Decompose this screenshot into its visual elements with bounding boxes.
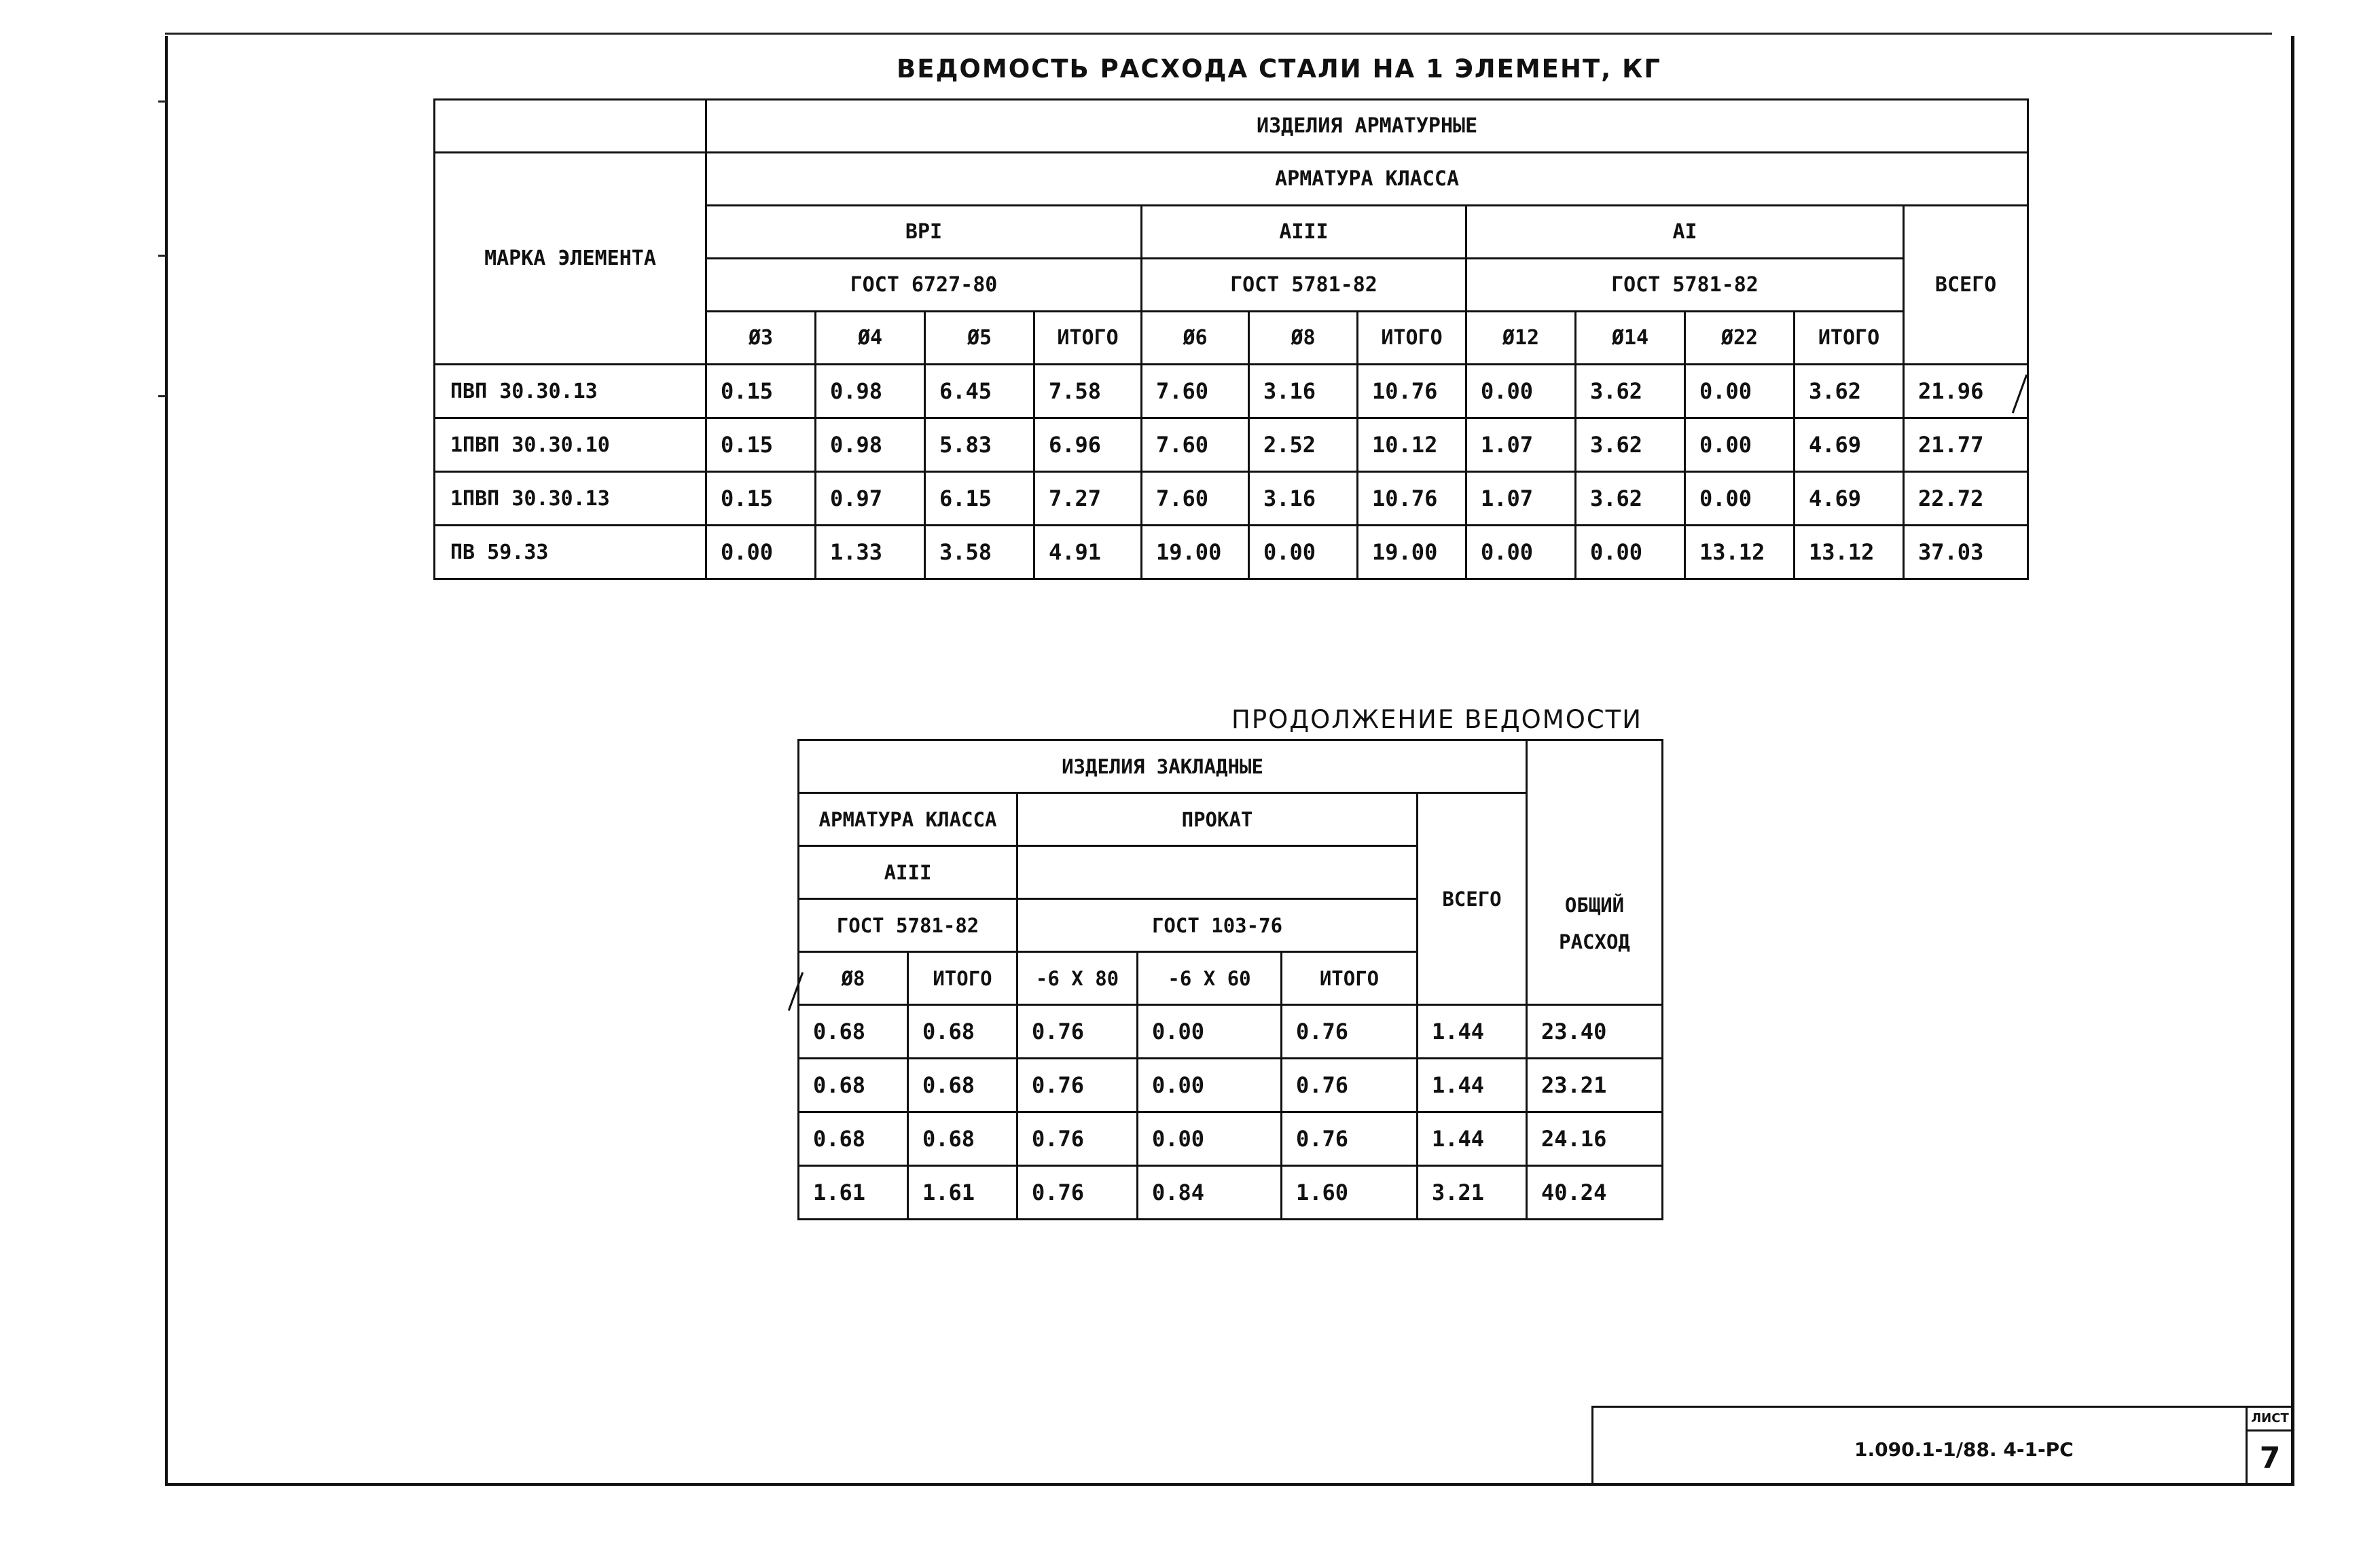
table-cell: 0.00 (1138, 1112, 1282, 1166)
table-cell: 0.76 (1017, 1005, 1138, 1059)
table-cell: 22.72 (1904, 472, 2028, 526)
header-gost-a3: ГОСТ 5781-82 (1142, 259, 1466, 312)
table-row (799, 1059, 1663, 1112)
table-cell: 1.60 (1282, 1166, 1418, 1220)
table-cell: 10.76 (1358, 365, 1466, 418)
header-group: ИЗДЕЛИЯ ЗАКЛАДНЫЕ (799, 740, 1527, 793)
embedded-items-table (797, 739, 1663, 1220)
sheet-number: 7 (2259, 1441, 2281, 1476)
table-row (799, 1166, 1663, 1220)
table-cell: 0.76 (1282, 1005, 1418, 1059)
table-row (435, 365, 2028, 418)
table-cell: 0.00 (1138, 1005, 1282, 1059)
table-cell: 3.16 (1249, 472, 1358, 526)
table-cell: 1.61 (908, 1166, 1017, 1220)
steel-consumption-table (433, 98, 2029, 580)
header-diameter: Ø14 (1576, 312, 1685, 365)
table-cell: 13.12 (1795, 526, 1904, 579)
continuation-title: ПРОДОЛЖЕНИЕ ВЕДОМОСТИ (1231, 705, 1642, 734)
header-group: ИЗДЕЛИЯ АРМАТУРНЫЕ (706, 100, 2028, 153)
header-mark: МАРКА ЭЛЕМЕНТА (435, 153, 706, 365)
table-cell: 0.76 (1282, 1112, 1418, 1166)
header-profile: -6 Х 80 (1017, 952, 1138, 1005)
table-cell: 5.83 (925, 418, 1034, 472)
table-cell: 7.27 (1034, 472, 1142, 526)
frame-tick (158, 255, 166, 257)
table-cell: 4.69 (1795, 418, 1904, 472)
row-mark: ПВП 30.30.13 (435, 365, 706, 418)
header-gost-prokat: ГОСТ 103-76 (1017, 899, 1418, 952)
table-row (435, 418, 2028, 472)
header-gost-a3: ГОСТ 5781-82 (799, 899, 1017, 952)
table-cell: 1.44 (1418, 1005, 1527, 1059)
header-diameter: Ø3 (706, 312, 816, 365)
header-diameter: Ø5 (925, 312, 1034, 365)
table-cell: 7.58 (1034, 365, 1142, 418)
table-cell: 7.60 (1142, 365, 1249, 418)
table-cell: 21.96 (1904, 365, 2028, 418)
frame-top-line (165, 33, 2272, 35)
table-cell: 0.68 (799, 1059, 908, 1112)
table-cell: 4.91 (1034, 526, 1142, 579)
table-cell: 0.00 (1249, 526, 1358, 579)
header-total: ВСЕГО (1418, 793, 1527, 1005)
header-gost-bp1: ГОСТ 6727-80 (706, 259, 1142, 312)
row-mark: ПВ 59.33 (435, 526, 706, 579)
table-cell: 0.76 (1282, 1059, 1418, 1112)
row-mark: 1ПВП 30.30.10 (435, 418, 706, 472)
table-cell: 0.76 (1017, 1166, 1138, 1220)
header-diameter: Ø8 (799, 952, 908, 1005)
table-cell: 0.00 (1138, 1059, 1282, 1112)
table-cell: 0.98 (816, 418, 925, 472)
table-cell: 0.15 (706, 365, 816, 418)
header-diameter: Ø22 (1685, 312, 1795, 365)
table-cell: 2.52 (1249, 418, 1358, 472)
frame-tick (158, 101, 166, 103)
table-cell: 7.60 (1142, 418, 1249, 472)
table-cell: 0.76 (1017, 1112, 1138, 1166)
table-cell: 1.07 (1466, 472, 1576, 526)
header-blank (435, 100, 706, 153)
table-cell: 3.21 (1418, 1166, 1527, 1220)
table-cell: 40.24 (1527, 1166, 1663, 1220)
sheet-title: ВЕДОМОСТЬ РАСХОДА СТАЛИ НА 1 ЭЛЕМЕНТ, КГ (897, 54, 1661, 84)
header-subtotal: ИТОГО (1282, 952, 1418, 1005)
table-cell: 7.60 (1142, 472, 1249, 526)
table-cell: 0.00 (706, 526, 816, 579)
table-cell: 3.62 (1576, 472, 1685, 526)
header-subtotal: ИТОГО (908, 952, 1017, 1005)
table-row (799, 1005, 1663, 1059)
table-cell: 0.00 (1685, 472, 1795, 526)
table-cell: 24.16 (1527, 1112, 1663, 1166)
header-subgroup: АРМАТУРА КЛАССА (706, 153, 2028, 206)
header-class-a3: АIII (799, 846, 1017, 899)
header-diameter: Ø4 (816, 312, 925, 365)
table-cell: 19.00 (1142, 526, 1249, 579)
header-subtotal: ИТОГО (1358, 312, 1466, 365)
table-cell: 0.68 (799, 1112, 908, 1166)
header-subgroup: АРМАТУРА КЛАССА (799, 793, 1017, 846)
table-cell: 3.62 (1795, 365, 1904, 418)
table-cell: 0.00 (1466, 526, 1576, 579)
sheet-label: ЛИСТ (2246, 1411, 2294, 1432)
table-cell: 6.96 (1034, 418, 1142, 472)
header-class-bp1: ВРI (706, 206, 1142, 259)
table-cell: 3.62 (1576, 365, 1685, 418)
header-subtotal: ИТОГО (1034, 312, 1142, 365)
table-cell: 0.84 (1138, 1166, 1282, 1220)
table-cell: 1.07 (1466, 418, 1576, 472)
table-cell: 0.68 (908, 1005, 1017, 1059)
table-cell: 1.44 (1418, 1112, 1527, 1166)
table-row (435, 526, 2028, 579)
table-cell: 0.00 (1466, 365, 1576, 418)
table-cell: 0.97 (816, 472, 925, 526)
table-cell: 0.00 (1685, 418, 1795, 472)
row-mark: 1ПВП 30.30.13 (435, 472, 706, 526)
header-overall: ОБЩИЙ РАСХОД (1527, 740, 1663, 1005)
table-cell: 0.68 (908, 1059, 1017, 1112)
table-cell: 4.69 (1795, 472, 1904, 526)
table-cell: 0.68 (799, 1005, 908, 1059)
table-cell: 3.62 (1576, 418, 1685, 472)
table-cell: 0.15 (706, 418, 816, 472)
table-cell: 0.00 (1685, 365, 1795, 418)
table-cell: 3.58 (925, 526, 1034, 579)
header-total: ВСЕГО (1904, 206, 2028, 365)
table-cell: 1.61 (799, 1166, 908, 1220)
table-cell: 37.03 (1904, 526, 2028, 579)
table-cell: 0.68 (908, 1112, 1017, 1166)
table-cell: 1.44 (1418, 1059, 1527, 1112)
table-cell: 0.15 (706, 472, 816, 526)
table-cell: 10.12 (1358, 418, 1466, 472)
table-cell: 10.76 (1358, 472, 1466, 526)
header-gost-a1: ГОСТ 5781-82 (1466, 259, 1904, 312)
table-cell: 13.12 (1685, 526, 1795, 579)
header-diameter: Ø6 (1142, 312, 1249, 365)
table-cell: 23.21 (1527, 1059, 1663, 1112)
table-row (799, 1112, 1663, 1166)
table-cell: 6.45 (925, 365, 1034, 418)
header-prokat: ПРОКАТ (1017, 793, 1418, 846)
table-cell: 6.15 (925, 472, 1034, 526)
header-profile: -6 Х 60 (1138, 952, 1282, 1005)
table-cell: 0.98 (816, 365, 925, 418)
table-cell: 19.00 (1358, 526, 1466, 579)
table-cell: 21.77 (1904, 418, 2028, 472)
header-prokat-blank (1017, 846, 1418, 899)
table-cell: 3.16 (1249, 365, 1358, 418)
table-cell: 0.00 (1576, 526, 1685, 579)
header-class-a3: АIII (1142, 206, 1466, 259)
header-subtotal: ИТОГО (1795, 312, 1904, 365)
header-class-a1: АI (1466, 206, 1904, 259)
header-diameter: Ø8 (1249, 312, 1358, 365)
table-row (435, 472, 2028, 526)
frame-tick (158, 395, 166, 397)
table-cell: 0.76 (1017, 1059, 1138, 1112)
header-diameter: Ø12 (1466, 312, 1576, 365)
table-cell: 1.33 (816, 526, 925, 579)
table-cell: 23.40 (1527, 1005, 1663, 1059)
document-code: 1.090.1-1/88. 4-1-РС (1854, 1438, 2074, 1461)
